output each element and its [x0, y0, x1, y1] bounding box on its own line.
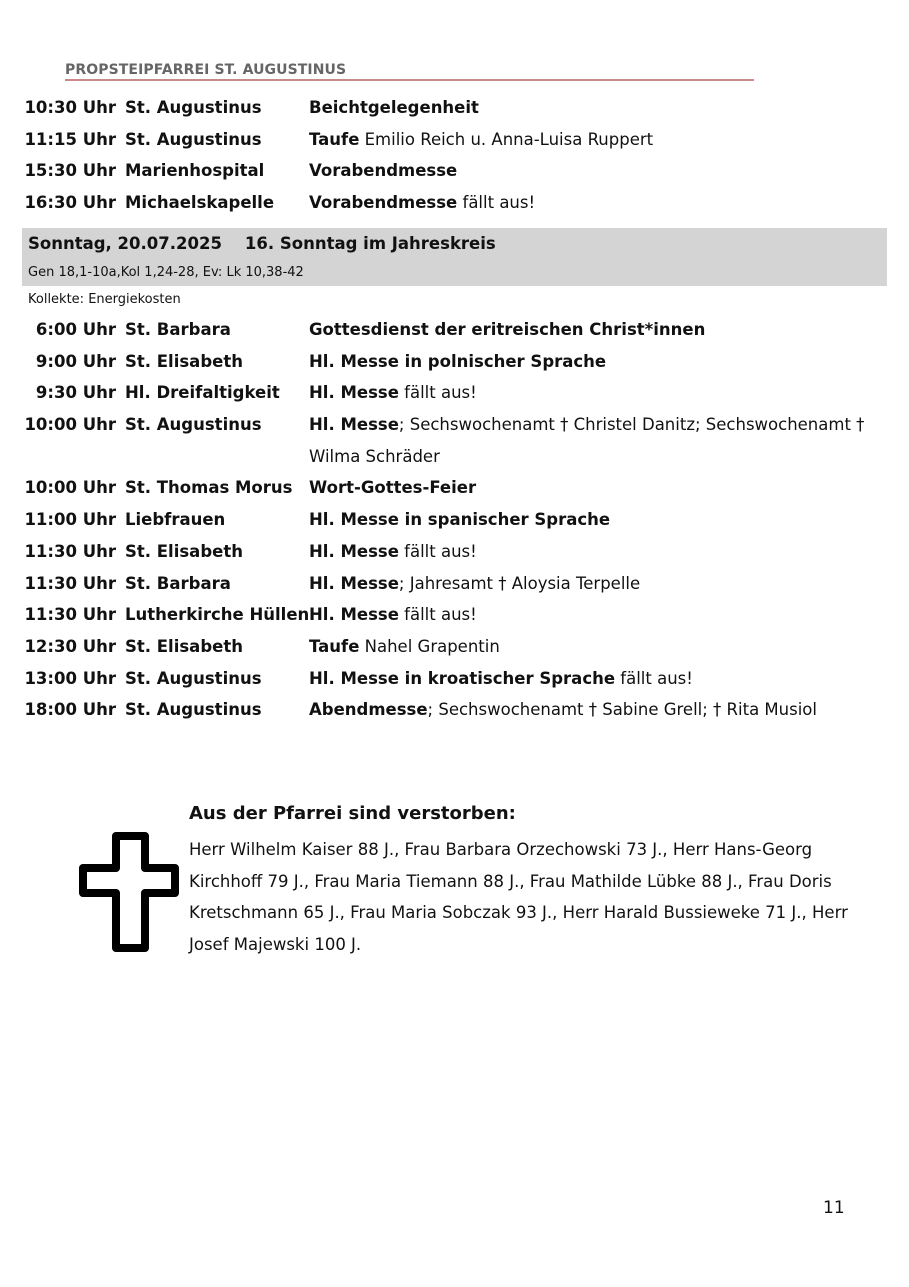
service-title: Hl. Messe: [309, 383, 399, 403]
schedule-row: [22, 694, 892, 726]
service-location: Liebfrauen: [125, 510, 226, 530]
service-time: 10:00 Uhr: [24, 415, 116, 435]
service-title: Gottesdienst der eritreischen Christ*innen: [309, 320, 706, 339]
service-location: St. Barbara: [125, 320, 231, 339]
service-title: Beichtgelegenheit: [309, 98, 479, 117]
service-detail: fällt aus!: [398, 541, 477, 561]
service-location: St. Augustinus: [125, 700, 262, 720]
schedule-row: [22, 124, 892, 156]
service-location: St. Barbara: [125, 573, 231, 593]
service-event: [309, 472, 869, 504]
service-title: Taufe: [309, 129, 360, 149]
service-time: 18:00 Uhr: [24, 700, 116, 720]
service-location: Michaelskapelle: [125, 193, 275, 213]
schedule-row: [22, 346, 892, 378]
service-title: Hl. Messe: [309, 573, 399, 593]
page-number: 11: [823, 1198, 845, 1218]
service-time: 16:30 Uhr: [24, 193, 116, 213]
schedule-row: [22, 187, 892, 219]
schedule-row: [22, 504, 892, 536]
service-detail: fällt aus!: [398, 605, 477, 625]
service-event: [309, 409, 869, 472]
service-event: [309, 92, 869, 124]
service-event: [309, 504, 869, 536]
service-time: 11:30 Uhr: [24, 541, 116, 561]
service-time: 11:30 Uhr: [24, 605, 116, 625]
schedule-row: [22, 155, 892, 187]
service-detail: ; Sechswochenamt † Sabine Grell; † Rita Musiol: [427, 700, 817, 720]
sunday-title: Sonntag, 20.07.2025 16. Sonntag im Jahreskreis: [28, 234, 496, 253]
kollekte: Kollekte: Energiekosten: [28, 292, 181, 307]
service-location: St. Elisabeth: [125, 351, 243, 371]
service-location: St. Augustinus: [125, 668, 262, 688]
service-detail: ; Sechswochenamt † Christel Danitz; Sechswochenamt † Wilma Schräder: [309, 415, 865, 466]
service-title: Hl. Messe: [309, 415, 399, 435]
service-event: [309, 155, 869, 187]
service-detail: ; Jahresamt † Aloysia Terpelle: [398, 573, 641, 593]
service-time: 13:00 Uhr: [24, 668, 116, 688]
service-detail: Emilio Reich u. Anna-Luisa Ruppert: [359, 129, 654, 149]
service-detail: Nahel Grapentin: [359, 636, 500, 656]
service-location: St. Augustinus: [125, 98, 262, 117]
schedule-row: [22, 409, 892, 472]
service-event: [309, 631, 869, 663]
service-detail: fällt aus!: [398, 383, 477, 403]
service-location: St. Augustinus: [125, 415, 262, 435]
service-title: Vorabendmesse: [309, 161, 458, 181]
service-time: 15:30 Uhr: [24, 161, 116, 181]
sunday-schedule: [22, 314, 892, 726]
service-location: Marienhospital: [125, 161, 265, 181]
service-event: [309, 568, 869, 600]
service-title: Vorabendmesse: [309, 193, 458, 213]
schedule-row: [22, 377, 892, 409]
schedule-row: [22, 536, 892, 568]
service-event: [309, 377, 869, 409]
service-title: Hl. Messe: [309, 605, 399, 625]
service-time: 11:15 Uhr: [24, 129, 116, 149]
service-location: St. Augustinus: [125, 129, 262, 149]
service-time: 6:00 Uhr: [35, 320, 116, 339]
service-detail: fällt aus!: [457, 193, 536, 213]
service-time: 9:30 Uhr: [35, 383, 116, 403]
service-location: St. Elisabeth: [125, 636, 243, 656]
schedule-row: [22, 631, 892, 663]
service-event: [309, 599, 869, 631]
service-time: 11:00 Uhr: [24, 510, 116, 530]
service-detail: fällt aus!: [615, 668, 693, 688]
service-location: St. Elisabeth: [125, 541, 243, 561]
service-title: Hl. Messe in spanischer Sprache: [309, 510, 611, 530]
sunday-readings: Gen 18,1-10a,Kol 1,24-28, Ev: Lk 10,38-42: [28, 265, 304, 280]
saturday-schedule: [22, 92, 892, 219]
schedule-row: [22, 599, 892, 631]
service-title: Hl. Messe in kroatischer Sprache: [309, 668, 616, 688]
schedule-row: [22, 663, 892, 695]
service-time: 9:00 Uhr: [35, 351, 116, 371]
deceased-title: Aus der Pfarrei sind verstorben:: [189, 803, 516, 824]
service-location: St. Thomas Morus: [125, 478, 293, 498]
page-header: PROPSTEIPFARREI ST. AUGUSTINUS: [65, 62, 754, 81]
cross-icon: [78, 831, 180, 953]
service-event: [309, 346, 869, 378]
service-title: Abendmesse: [309, 700, 428, 720]
service-time: 11:30 Uhr: [24, 573, 116, 593]
service-title: Hl. Messe: [309, 541, 399, 561]
deceased-list: Herr Wilhelm Kaiser 88 J., Frau Barbara Orzechowski 73 J., Herr Hans-Georg Kirchhoff 79 J., Frau Maria Tiemann 88 J., Frau Mathilde Lübke 88 J., Frau Doris Kretschmann 65 J., Frau Maria Sobczak 93 J., Herr Harald Bussieweke 71 J., Herr Josef Majewski 100 J.: [189, 840, 848, 955]
service-event: [309, 124, 869, 156]
service-title: Taufe: [309, 636, 360, 656]
sunday-header: [22, 228, 887, 286]
service-event: [309, 536, 869, 568]
service-event: [309, 694, 869, 726]
service-location: Lutherkirche Hüllen: [125, 605, 310, 625]
service-location: Hl. Dreifaltigkeit: [125, 383, 280, 403]
service-title: Wort-Gottes-Feier: [309, 478, 477, 498]
service-time: 10:00 Uhr: [24, 478, 116, 498]
service-time: 12:30 Uhr: [24, 636, 116, 656]
schedule-row: [22, 314, 892, 346]
service-event: [309, 663, 869, 695]
service-time: 10:30 Uhr: [24, 98, 116, 117]
schedule-row: [22, 568, 892, 600]
service-event: [309, 187, 869, 219]
service-title: Hl. Messe in polnischer Sprache: [309, 351, 607, 371]
schedule-row: [22, 92, 892, 124]
service-event: [309, 314, 869, 346]
schedule-row: [22, 472, 892, 504]
